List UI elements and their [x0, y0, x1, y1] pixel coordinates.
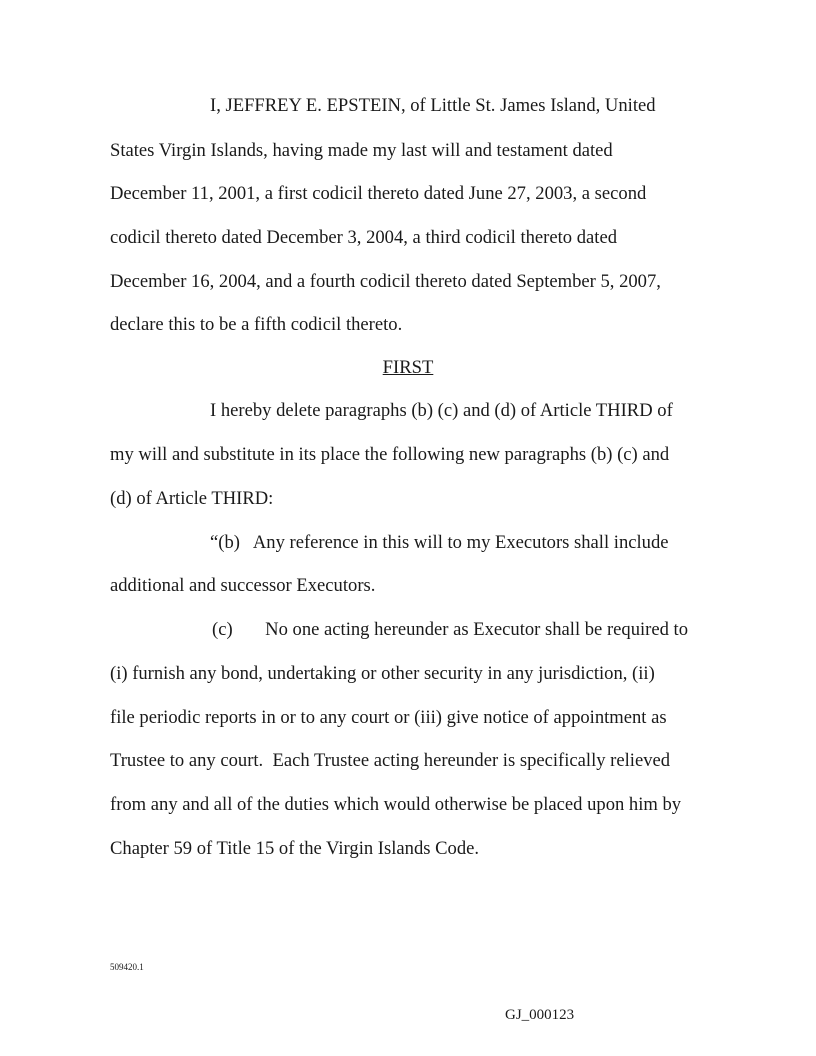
- text-line: December 11, 2001, a first codicil thereto dated June 27, 2003, a second: [110, 183, 647, 204]
- text-line: (i) furnish any bond, undertaking or other security in any jurisdiction, (ii): [110, 663, 655, 684]
- text-line: file periodic reports in or to any court or (iii) give notice of appointment as: [110, 707, 667, 728]
- section-heading: FIRST: [382, 357, 434, 378]
- text-line: (d) of Article THIRD:: [110, 488, 274, 509]
- text-line: declare this to be a fifth codicil thereto.: [110, 314, 403, 335]
- text-line: I, JEFFREY E. EPSTEIN, of Little St. James Island, United: [210, 95, 656, 116]
- document-id: 509420.1: [110, 962, 144, 972]
- text-line: Trustee to any court. Each Trustee acting hereunder is specifically relieved: [110, 750, 671, 771]
- text-line: Chapter 59 of Title 15 of the Virgin Islands Code.: [110, 838, 480, 859]
- text-line: additional and successor Executors.: [110, 575, 376, 596]
- bates-number: GJ_000123: [505, 1007, 575, 1023]
- text-line: my will and substitute in its place the following new paragraphs (b) (c) and: [110, 444, 670, 465]
- text-line: States Virgin Islands, having made my last will and testament dated: [110, 140, 613, 161]
- text-line: “(b) Any reference in this will to my Executors shall include: [210, 532, 669, 553]
- text-line: December 16, 2004, and a fourth codicil thereto dated September 5, 2007,: [110, 271, 661, 292]
- text-line: from any and all of the duties which would otherwise be placed upon him by: [110, 794, 682, 815]
- text-line: (c) No one acting hereunder as Executor shall be required to: [212, 619, 689, 640]
- text-line: I hereby delete paragraphs (b) (c) and (d) of Article THIRD of: [210, 400, 673, 421]
- text-line: codicil thereto dated December 3, 2004, a third codicil thereto dated: [110, 227, 617, 248]
